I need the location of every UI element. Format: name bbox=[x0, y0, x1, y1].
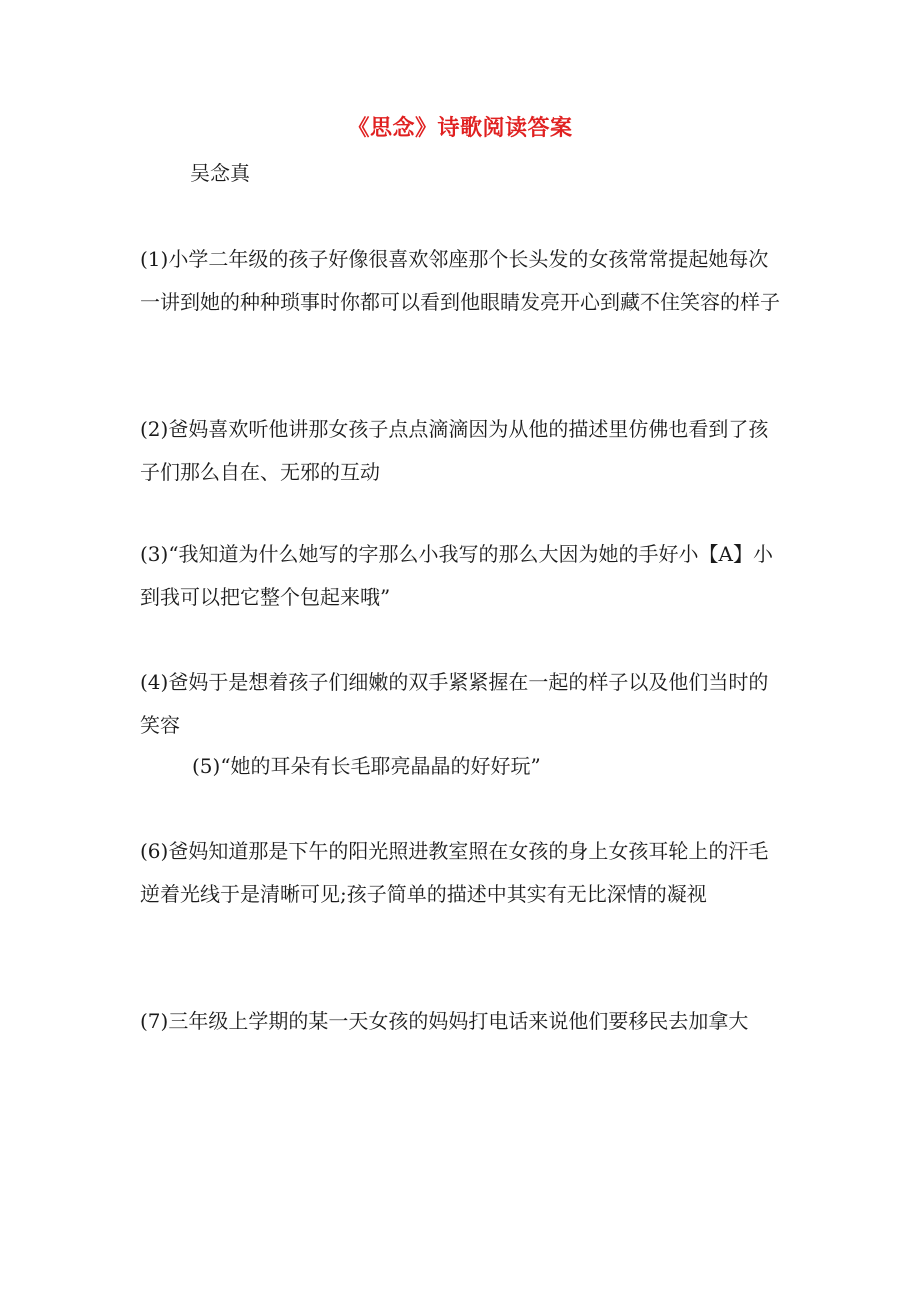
paragraph-3: (3)“我知道为什么她写的字那么小我写的那么大因为她的手好小【A】小到我可以把它整个包起来哦” bbox=[140, 542, 773, 609]
paragraph-1: (1)小学二年级的孩子好像很喜欢邻座那个长头发的女孩常常提起她每次一讲到她的种种琐事时你都可以看到他眼睛发亮开心到藏不住笑容的样子 bbox=[140, 247, 780, 314]
paragraph-6: (6)爸妈知道那是下午的阳光照进教室照在女孩的身上女孩耳轮上的汗毛逆着光线于是清晰可见;孩子简单的描述中其实有无比深情的凝视 bbox=[140, 839, 769, 906]
author-name: 吴念真 bbox=[190, 161, 250, 185]
paragraph-4: (4)爸妈于是想着孩子们细嫩的双手紧紧握在一起的样子以及他们当时的笑容 bbox=[140, 670, 769, 737]
paragraph-2: (2)爸妈喜欢听他讲那女孩子点点滴滴因为从他的描述里仿佛也看到了孩子们那么自在、无邪的互动 bbox=[140, 417, 769, 484]
paragraph-5: (5)“她的耳朵有长毛耶亮晶晶的好好玩” bbox=[192, 754, 541, 778]
paragraph-7: (7)三年级上学期的某一天女孩的妈妈打电话来说他们要移民去加拿大 bbox=[140, 1009, 749, 1033]
document-title: 《思念》诗歌阅读答案 bbox=[347, 115, 573, 141]
